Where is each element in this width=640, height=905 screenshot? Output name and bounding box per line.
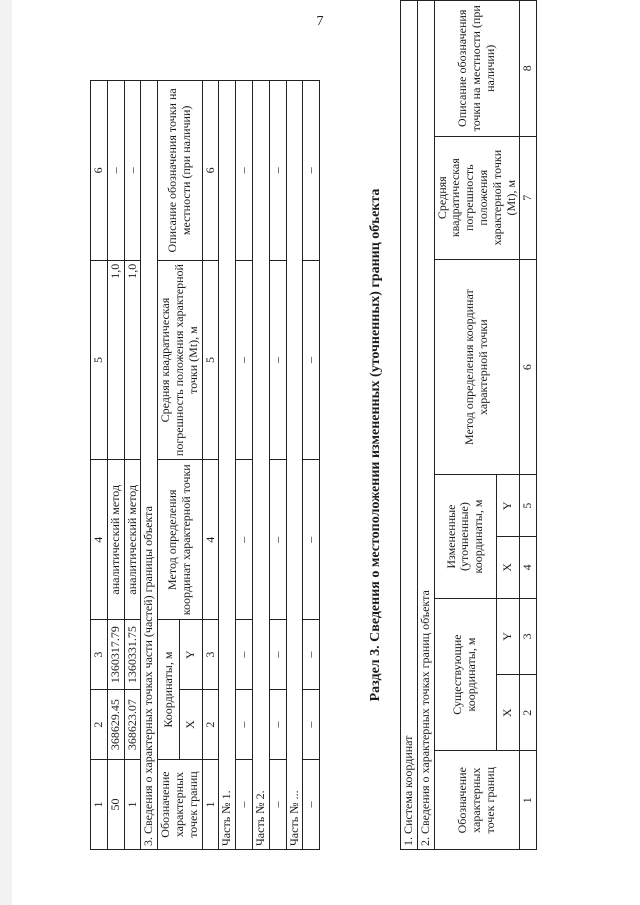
num-cell: 3 xyxy=(520,598,537,674)
part-label-row xyxy=(252,81,269,850)
col-designation: Обозначение характерных точек границ xyxy=(158,760,202,850)
points-table xyxy=(90,80,320,850)
col-desc: Описание обозначения точки на местности (при наличии) xyxy=(158,81,202,261)
dash-cell: – xyxy=(236,260,253,460)
num-cell: 1 xyxy=(520,751,537,850)
col-designation: Обозначение характерных точек границ xyxy=(434,751,520,850)
table-header-row xyxy=(91,81,108,850)
col-x: X xyxy=(496,675,520,751)
col-error: Средняя квадратическая погрешность положения характерной точки (Mt), м xyxy=(158,260,202,460)
dash-cell: – xyxy=(269,760,286,850)
part-label: Часть № 1. xyxy=(219,81,236,850)
num-cell: 6 xyxy=(520,259,537,475)
col-y: Y xyxy=(496,598,520,674)
dash-cell: – xyxy=(303,260,320,460)
column-number-row xyxy=(202,81,219,850)
header-cell: 4 xyxy=(91,460,108,620)
column-header-row xyxy=(158,81,180,850)
num-cell: 2 xyxy=(202,690,219,760)
table-row xyxy=(124,81,141,850)
num-cell: 3 xyxy=(202,620,219,690)
part-dash-row xyxy=(303,81,320,850)
col-y: Y xyxy=(496,475,520,537)
section-heading: Раздел 3. Сведения о местоположении измененных (уточненных) границ объекта xyxy=(368,188,383,702)
cell-point: 1 xyxy=(124,760,141,850)
dash-cell: – xyxy=(236,81,253,261)
dash-cell: – xyxy=(303,460,320,620)
num-cell: 7 xyxy=(520,136,537,259)
part-label-row xyxy=(286,81,303,850)
cell-desc: – xyxy=(124,81,141,261)
dash-cell: – xyxy=(269,260,286,460)
num-cell: 5 xyxy=(520,475,537,537)
header-cell: 3 xyxy=(91,620,108,690)
num-cell: 4 xyxy=(202,460,219,620)
num-cell: 5 xyxy=(202,260,219,460)
header-cell: 5 xyxy=(91,260,108,460)
col-x: X xyxy=(496,537,520,599)
changed-points-table xyxy=(400,0,537,850)
section-title-row xyxy=(141,81,158,850)
dash-cell: – xyxy=(303,760,320,850)
section3-title: 3. Сведения о характерных точках части (частей) границы объекта xyxy=(141,81,158,850)
dash-cell: – xyxy=(269,81,286,261)
part-dash-row xyxy=(269,81,286,850)
num-cell: 8 xyxy=(520,1,537,137)
section2-title: 2. Сведения о характерных точках границ объекта xyxy=(417,1,434,850)
cell-method: аналитический метод xyxy=(124,460,141,620)
coord-system: 1. Система координат xyxy=(401,1,418,850)
cell-y: 1360331.75 xyxy=(124,620,141,690)
cell-y: 1360317.79 xyxy=(107,620,124,690)
col-changed: Измененные (уточненные) координаты, м xyxy=(434,475,496,598)
header-cell: 2 xyxy=(91,690,108,760)
cell-error: 1,0 xyxy=(107,260,124,460)
part-label: Часть № 2. xyxy=(252,81,269,850)
cell-desc: – xyxy=(107,81,124,261)
col-existing: Существующие координаты, м xyxy=(434,598,496,751)
dash-cell: – xyxy=(269,460,286,620)
cell-error: 1,0 xyxy=(124,260,141,460)
dash-cell: – xyxy=(236,690,253,760)
num-cell: 1 xyxy=(202,760,219,850)
column-number-row xyxy=(520,1,537,850)
dash-cell: – xyxy=(236,620,253,690)
num-cell: 2 xyxy=(520,675,537,751)
col-coords: Координаты, м xyxy=(158,620,180,760)
cell-x: 368623.07 xyxy=(124,690,141,760)
page-number: 7 xyxy=(316,14,324,29)
col-method: Метод определения координат характерной точки xyxy=(434,259,520,475)
header-cell: 6 xyxy=(91,81,108,261)
col-x: X xyxy=(180,690,202,760)
dash-cell: – xyxy=(236,760,253,850)
table-row xyxy=(107,81,124,850)
dash-cell: – xyxy=(303,620,320,690)
part-label: Часть № ... xyxy=(286,81,303,850)
col-desc: Описание обозначения точки на местности (при наличии) xyxy=(434,1,520,137)
dash-cell: – xyxy=(269,620,286,690)
dash-cell: – xyxy=(269,690,286,760)
part-label-row xyxy=(219,81,236,850)
col-method: Метод определения координат характерной точки xyxy=(158,460,202,620)
col-error: Средняя квадратическая погрешность положения характерной точки (Mt), м xyxy=(434,136,520,259)
dash-cell: – xyxy=(303,690,320,760)
cell-x: 368629.45 xyxy=(107,690,124,760)
coord-system-row xyxy=(401,1,418,850)
dash-cell: – xyxy=(303,81,320,261)
column-header-row xyxy=(434,1,496,850)
section2-title-row xyxy=(417,1,434,850)
part-dash-row xyxy=(236,81,253,850)
num-cell: 6 xyxy=(202,81,219,261)
cell-method: аналитический метод xyxy=(107,460,124,620)
num-cell: 4 xyxy=(520,537,537,599)
col-y: Y xyxy=(180,620,202,690)
header-cell: 1 xyxy=(91,760,108,850)
dash-cell: – xyxy=(236,460,253,620)
cell-point: 50 xyxy=(107,760,124,850)
